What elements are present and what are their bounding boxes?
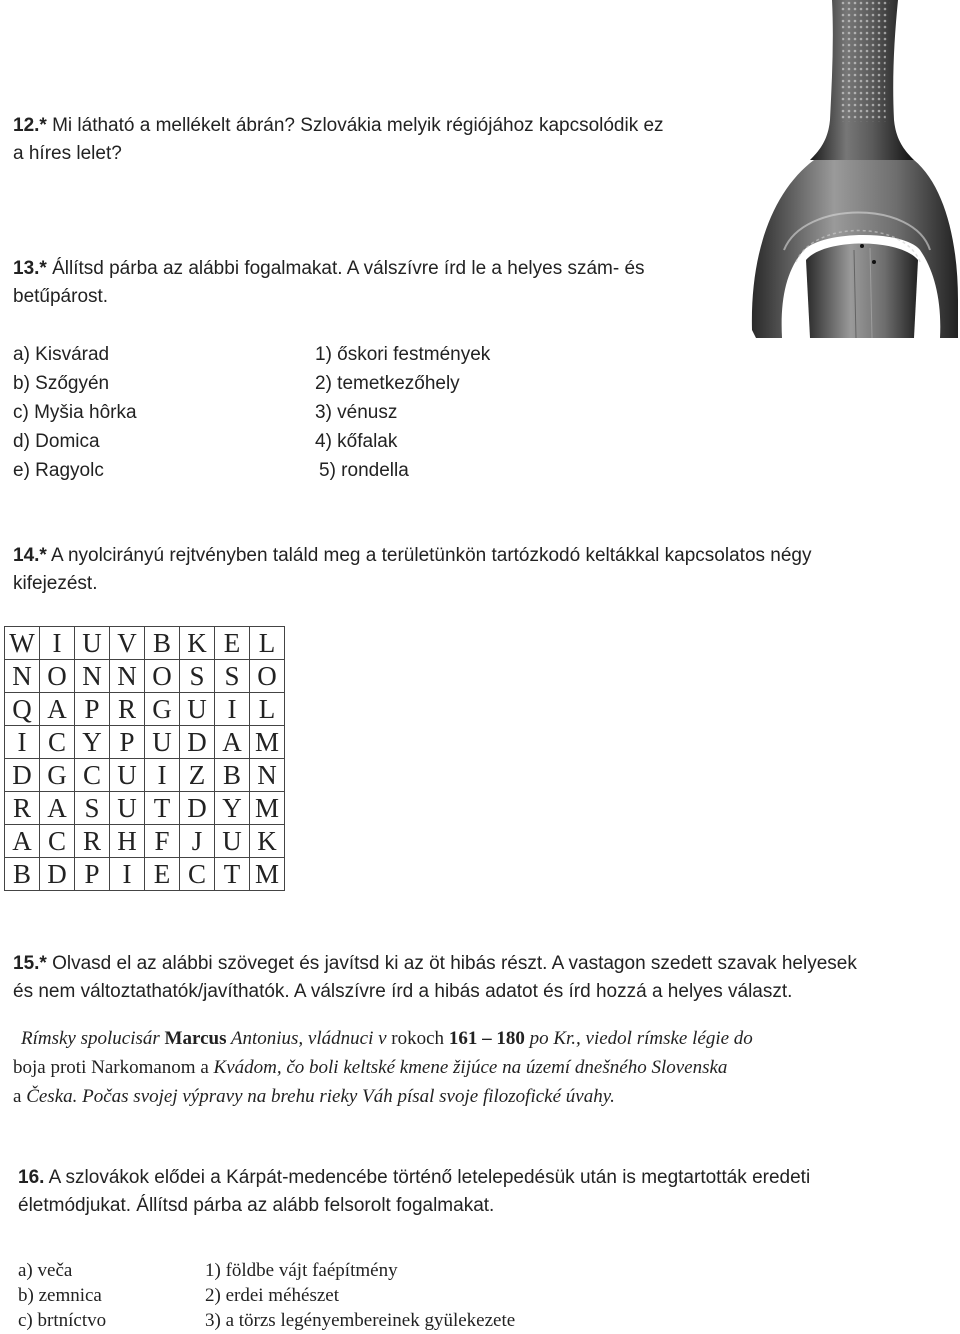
q15-number: 15.* [13, 953, 47, 974]
grid-row [5, 858, 285, 891]
grid-cell: Y [75, 726, 110, 759]
q16-left-item: a) veča [18, 1260, 73, 1281]
q14-block [13, 542, 953, 598]
q16-right-list [205, 1258, 515, 1333]
grid-cell: L [250, 627, 285, 660]
q12-text: Mi látható a mellékelt ábrán? Szlovákia melyik régiójához kapcsolódik ez [46, 115, 664, 136]
q15-passage [13, 1024, 943, 1111]
grid-cell: E [145, 858, 180, 891]
q15-text-cont: és nem változtathatók/javíthatók. A válszívre írd a hibás adatot és írd hozzá a helyes választ. [13, 981, 793, 1002]
grid-cell: P [75, 858, 110, 891]
q12-block [13, 112, 743, 168]
grid-cell: R [5, 792, 40, 825]
grid-cell: G [40, 759, 75, 792]
grid-cell: U [110, 759, 145, 792]
grid-cell: A [40, 792, 75, 825]
grid-cell: C [40, 825, 75, 858]
q16-number: 16. [18, 1167, 45, 1188]
word-search-grid [4, 626, 285, 891]
grid-cell: G [145, 693, 180, 726]
grid-cell: B [145, 627, 180, 660]
grid-cell: T [215, 858, 250, 891]
q15-block [13, 950, 953, 1006]
grid-cell: S [180, 660, 215, 693]
passage-text: a [13, 1086, 27, 1107]
grid-cell: D [180, 726, 215, 759]
grid-cell: P [75, 693, 110, 726]
grid-cell: O [145, 660, 180, 693]
grid-cell: N [110, 660, 145, 693]
grid-cell: C [180, 858, 215, 891]
q14-text-cont: kifejezést. [13, 573, 98, 594]
grid-cell: B [215, 759, 250, 792]
q14-text: A nyolcirányú rejtvényben találd meg a területünkön tartózkodó keltákkal kapcsolatos négy [46, 545, 812, 566]
grid-row [5, 693, 285, 726]
grid-cell: Q [5, 693, 40, 726]
q16-left-item: c) brtníctvo [18, 1310, 107, 1331]
grid-cell: H [110, 825, 145, 858]
grid-cell: F [145, 825, 180, 858]
grid-cell: S [75, 792, 110, 825]
grid-cell: N [250, 759, 285, 792]
passage-text: Antonius, vládnuci v [226, 1028, 392, 1049]
bronze-sword-photo [744, 0, 960, 340]
grid-cell: U [145, 726, 180, 759]
grid-cell: S [215, 660, 250, 693]
q13-right-item: 2) temetkezőhely [315, 373, 460, 394]
grid-cell: A [215, 726, 250, 759]
grid-cell: Z [180, 759, 215, 792]
q14-number: 14.* [13, 545, 47, 566]
grid-cell: U [215, 825, 250, 858]
grid-cell: O [40, 660, 75, 693]
q13-right-list [315, 340, 490, 485]
grid-row [5, 627, 285, 660]
grid-cell: P [110, 726, 145, 759]
q12-number: 12.* [13, 115, 47, 136]
q15-text: Olvasd el az alábbi szöveget és javítsd ki az öt hibás részt. A vastagon szedett szavak helyesek [46, 953, 857, 974]
q13-text: Állítsd párba az alábbi fogalmakat. A válszívre írd le a helyes szám- és [46, 258, 645, 279]
q16-right-item: 3) a törzs legényembereinek gyülekezete [205, 1310, 516, 1331]
grid-cell: T [145, 792, 180, 825]
passage-text: , viedol rímske légie do [576, 1028, 753, 1049]
grid-cell: A [5, 825, 40, 858]
q16-right-item: 1) földbe vájt faépítmény [205, 1260, 398, 1281]
q13-right-item: 3) vénusz [315, 402, 398, 423]
grid-cell: D [180, 792, 215, 825]
passage-text: po Kr. [524, 1028, 577, 1049]
grid-cell: L [250, 693, 285, 726]
q16-text-cont: életmódjukat. Állítsd párba az alább felsorolt fogalmakat. [18, 1195, 495, 1216]
grid-cell: M [250, 726, 285, 759]
q13-right-item: 4) kőfalak [315, 431, 398, 452]
grid-cell: D [40, 858, 75, 891]
grid-cell: K [180, 627, 215, 660]
grid-cell: R [75, 825, 110, 858]
q16-block [18, 1164, 948, 1220]
grid-cell: O [250, 660, 285, 693]
q16-left-list [18, 1258, 106, 1333]
q13-left-item: d) Domica [13, 431, 100, 452]
grid-cell: C [40, 726, 75, 759]
grid-cell: Y [215, 792, 250, 825]
passage-text: Česka. Počas svojej výpravy na brehu rieky Váh písal svoje filozofické úvahy. [26, 1086, 615, 1107]
grid-cell: I [5, 726, 40, 759]
grid-cell: M [250, 858, 285, 891]
grid-cell: E [215, 627, 250, 660]
grid-cell: I [215, 693, 250, 726]
grid-cell: R [110, 693, 145, 726]
grid-cell: V [110, 627, 145, 660]
q13-left-item: a) Kisvárad [13, 344, 110, 365]
q13-text-cont: betűpárost. [13, 286, 109, 307]
q13-left-item: b) Szőgyén [13, 373, 110, 394]
grid-cell: N [5, 660, 40, 693]
grid-cell: U [180, 693, 215, 726]
passage-text: rokoch [391, 1028, 445, 1049]
grid-cell: A [40, 693, 75, 726]
q13-left-item: c) Myšia hôrka [13, 402, 137, 423]
q13-block [13, 255, 743, 311]
grid-cell: M [250, 792, 285, 825]
grid-cell: U [110, 792, 145, 825]
q13-right-item: 1) őskori festmények [315, 344, 491, 365]
grid-cell: J [180, 825, 215, 858]
q16-left-item: b) zemnica [18, 1285, 102, 1306]
q13-left-item: e) Ragyolc [13, 460, 104, 481]
grid-cell: K [250, 825, 285, 858]
passage-bold: Marcus [164, 1028, 227, 1049]
q12-text-cont: a híres lelet? [13, 143, 122, 164]
grid-cell: I [145, 759, 180, 792]
grid-cell: I [110, 858, 145, 891]
q16-right-item: 2) erdei méhészet [205, 1285, 339, 1306]
grid-cell: C [75, 759, 110, 792]
grid-cell: I [40, 627, 75, 660]
grid-cell: D [5, 759, 40, 792]
grid-row [5, 660, 285, 693]
grid-cell: U [75, 627, 110, 660]
grid-cell: B [5, 858, 40, 891]
q13-left-list [13, 340, 137, 485]
grid-row [5, 759, 285, 792]
passage-bold: 161 – 180 [448, 1028, 525, 1049]
passage-text: boja proti Narkomanom a [13, 1057, 214, 1078]
grid-row [5, 792, 285, 825]
passage-text: Kvádom, čo boli keltské kmene žijúce na území dnešného Slovenska [213, 1057, 728, 1078]
q13-right-item: 5) rondella [319, 460, 409, 481]
grid-cell: W [5, 627, 40, 660]
q13-number: 13.* [13, 258, 47, 279]
grid-row [5, 726, 285, 759]
passage-text: Rímsky spolucisár [21, 1028, 165, 1049]
grid-row [5, 825, 285, 858]
q16-text: A szlovákok elődei a Kárpát-medencébe történő letelepedésük után is megtartották eredeti [44, 1167, 811, 1188]
grid-cell: N [75, 660, 110, 693]
